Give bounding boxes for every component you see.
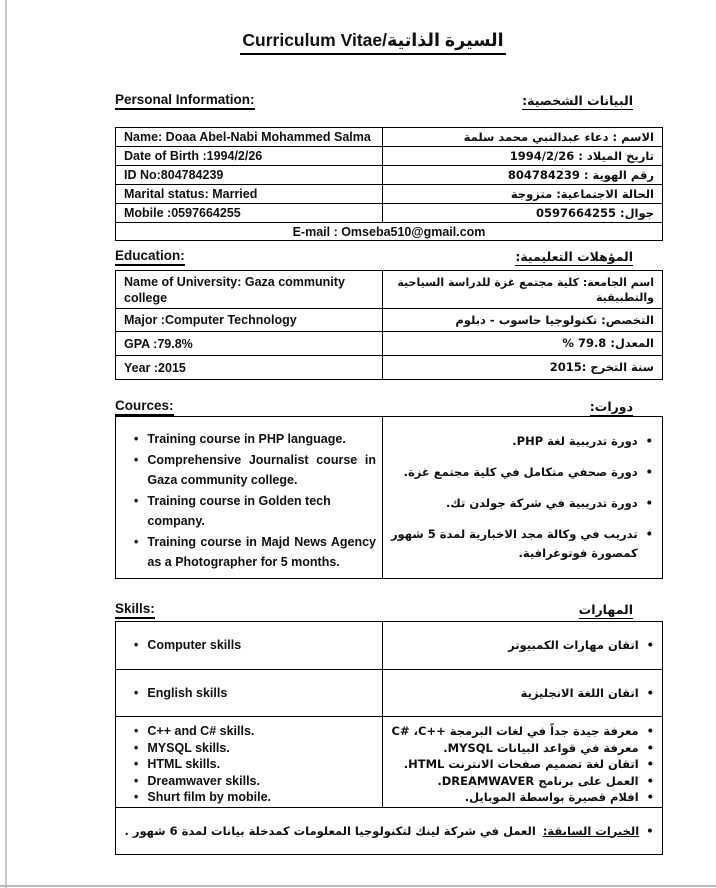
experience-label: • الخبرات السابقة: xyxy=(542,823,640,838)
page-edge-line-left xyxy=(5,0,7,888)
document-title-row xyxy=(0,30,716,55)
list-item: • تدريب في وكالة مجد الاخبارية لمدة 5 شهور كمصورة فوتوغرافية. xyxy=(390,525,653,563)
heading-skills-ar: المهارات xyxy=(578,602,633,617)
document-title: Curriculum Vitae/السيرة الذاتية xyxy=(240,30,505,55)
education-gpa-ar: المعدل: 79.8 % xyxy=(383,332,663,356)
list-item: • Shurt film by mobile. xyxy=(134,789,381,806)
personal-dob-ar: تاريخ الميلاد : 1994/2/26 xyxy=(383,147,663,166)
list-item: • معرفة جيدة جداً في لغات البرمجة ‎C++‎‏، ‏C#‎ xyxy=(384,723,654,740)
list-item: • Comprehensive Journalist course in Gaza community college. xyxy=(134,450,376,491)
heading-education-ar: المؤهلات التعليمية: xyxy=(515,249,633,264)
skills-tech-list-ar xyxy=(383,717,663,808)
courses-list-ar xyxy=(383,417,663,579)
table-row xyxy=(116,204,663,223)
list-item: • Training course in Golden tech company. xyxy=(134,491,376,532)
education-major-en: Major :Computer Technology xyxy=(116,309,383,332)
table-row xyxy=(116,356,663,380)
heading-skills-en: Skills: xyxy=(115,601,155,619)
table-row xyxy=(116,309,663,332)
list-item: • اتقان اللغة الانجليزية xyxy=(384,684,654,703)
section-heading-education xyxy=(115,248,662,266)
list-item: • English skills xyxy=(134,683,381,704)
list-item: • Training course in Majd News Agency as a Photographer for 5 months. xyxy=(134,532,376,573)
skill-computer-ar xyxy=(383,622,663,670)
list-item: • Dreamwaver skills. xyxy=(134,773,381,790)
education-gpa-en: GPA :79.8% xyxy=(116,332,383,356)
heading-courses-en: Cources: xyxy=(115,398,174,416)
experience-row xyxy=(116,807,663,854)
table-row xyxy=(116,670,663,717)
personal-dob-en: Date of Birth :1994/2/26 xyxy=(116,147,383,166)
list-item: • MYSQL skills. xyxy=(134,740,381,757)
heading-personal-ar: البيانات الشخصية: xyxy=(522,93,633,108)
list-item: • معرفة في قواعد البيانات MYSQL. xyxy=(384,740,654,757)
table-row xyxy=(116,417,663,579)
heading-education-en: Education: xyxy=(115,248,185,266)
section-heading-courses xyxy=(115,398,662,416)
education-table xyxy=(115,270,663,380)
courses-list-en xyxy=(116,417,383,579)
list-item: • C++ and C# skills. xyxy=(134,723,381,740)
table-row xyxy=(116,166,663,185)
list-item: • دورة تدريبية في شركة جولدن تك. xyxy=(390,494,653,513)
personal-marital-ar: الحالة الاجتماعية: متزوجة xyxy=(383,185,663,204)
section-heading-skills xyxy=(115,601,662,619)
personal-name-en: Name: Doaa Abel-Nabi Mohammed Salma xyxy=(116,128,383,147)
list-item: • دورة صحفي متكامل في كلية مجتمع غزة. xyxy=(390,463,653,482)
skill-computer-en xyxy=(116,622,383,670)
education-university-ar: اسم الجامعة: كلية مجتمع غزة للدراسة السياحية والتطبيقية xyxy=(383,271,663,309)
table-row xyxy=(116,147,663,166)
list-item: • دورة تدريبية لغة PHP. xyxy=(390,432,653,451)
education-year-en: Year :2015 xyxy=(116,356,383,380)
skills-table xyxy=(115,621,663,855)
personal-name-ar: الاسم : دعاء عبدالنبي محمد سلمة xyxy=(383,128,663,147)
page-edge-line-bottom xyxy=(0,885,716,887)
table-row xyxy=(116,622,663,670)
education-year-ar: سنة التخرج :2015 xyxy=(383,356,663,380)
personal-mobile-ar: جوال: 0597664255 xyxy=(383,204,663,223)
personal-marital-en: Marital status: Married xyxy=(116,185,383,204)
heading-personal-en: Personal Information: xyxy=(115,92,255,110)
table-row xyxy=(116,271,663,309)
experience-text: العمل في شركة لينك لتكنولوجيا المعلومات كمدخلة بيانات لمدة 6 شهور . xyxy=(124,823,536,838)
list-item: • Computer skills xyxy=(134,635,381,656)
table-row xyxy=(116,807,663,854)
heading-courses-ar: دورات: xyxy=(589,399,633,414)
skill-english-ar xyxy=(383,670,663,717)
list-item: • افلام قصيرة بواسطة الموبايل. xyxy=(384,789,654,806)
section-heading-personal xyxy=(115,92,662,110)
table-row xyxy=(116,717,663,808)
list-item: • اتقان لغة تصميم صفحات الانترنت HTML. xyxy=(384,756,654,773)
list-item: • اتقان مهارات الكمبيوتر xyxy=(384,636,654,655)
table-row xyxy=(116,223,663,241)
list-item: • العمل على برنامج DREAMWAVER. xyxy=(384,773,654,790)
list-item: • HTML skills. xyxy=(134,756,381,773)
education-major-ar: التخصص: تكنولوجيا حاسوب - دبلوم xyxy=(383,309,663,332)
table-row xyxy=(116,185,663,204)
experience-item xyxy=(124,824,653,838)
table-row xyxy=(116,332,663,356)
courses-table xyxy=(115,416,663,579)
education-university-en: Name of University: Gaza community college xyxy=(116,271,383,309)
personal-id-ar: رقم الهوية : 804784239 xyxy=(383,166,663,185)
table-row xyxy=(116,128,663,147)
personal-mobile-en: Mobile :0597664255 xyxy=(116,204,383,223)
personal-id-en: ID No:804784239 xyxy=(116,166,383,185)
skills-tech-list-en xyxy=(116,717,383,808)
personal-email: E-mail : Omseba510@gmail.com xyxy=(116,223,663,241)
list-item: • Training course in PHP language. xyxy=(134,429,376,450)
personal-info-table xyxy=(115,127,663,241)
skill-english-en xyxy=(116,670,383,717)
